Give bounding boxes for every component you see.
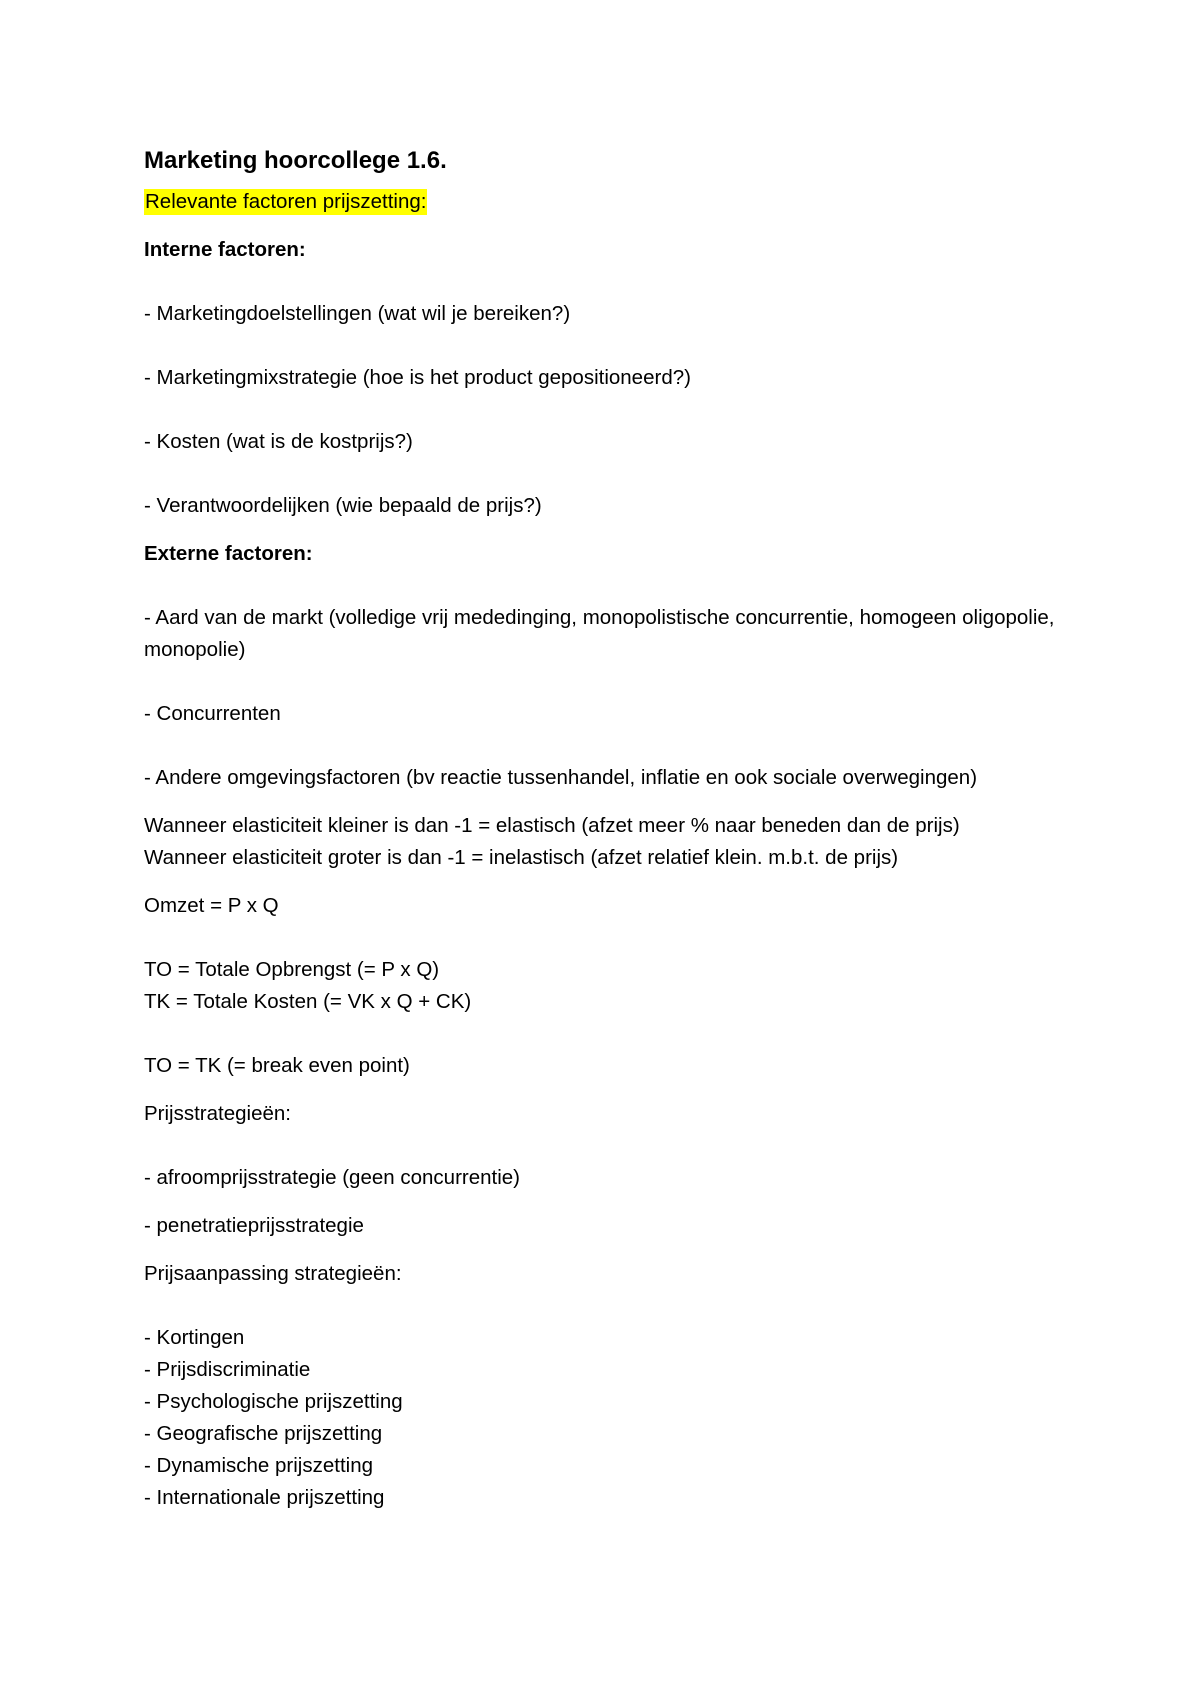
section-heading-relevante-factoren bbox=[144, 186, 1074, 218]
spacer bbox=[144, 874, 1074, 890]
list-item-aanpassing: - Dynamische prijszetting bbox=[144, 1454, 373, 1477]
spacer bbox=[144, 1290, 1074, 1322]
list-item-externe: - Andere omgevingsfactoren (bv reactie tussenhandel, inflatie en ook sociale overwegingen) bbox=[144, 766, 978, 789]
break-even-formula: TO = TK (= break even point) bbox=[144, 1054, 410, 1077]
spacer bbox=[144, 522, 1074, 538]
formula-line: TK = Totale Kosten (= VK x Q + CK) bbox=[144, 990, 472, 1013]
list-item-interne: - Marketingdoelstellingen (wat wil je bereiken?) bbox=[144, 302, 571, 325]
spacer bbox=[144, 394, 1074, 426]
list-item-interne: - Marketingmixstrategie (hoe is het product gepositioneerd?) bbox=[144, 366, 691, 389]
list-item-prijsstrategie: - afroomprijsstrategie (geen concurrentie) bbox=[144, 1166, 520, 1189]
list-item-interne: - Verantwoordelijken (wie bepaald de prijs?) bbox=[144, 494, 542, 517]
spacer bbox=[144, 1130, 1074, 1162]
spacer bbox=[144, 458, 1074, 490]
list-item-aanpassing: - Prijsdiscriminatie bbox=[144, 1358, 311, 1381]
list-item-externe: - Concurrenten bbox=[144, 702, 281, 725]
list-item-aanpassing: - Kortingen bbox=[144, 1326, 245, 1349]
highlighted-heading: Relevante factoren prijszetting: bbox=[145, 190, 427, 213]
spacer bbox=[144, 730, 1074, 762]
spacer bbox=[144, 570, 1074, 602]
list-item-aanpassing: - Internationale prijszetting bbox=[144, 1486, 385, 1509]
list-item-aanpassing: - Geografische prijszetting bbox=[144, 1422, 383, 1445]
list-item-prijsstrategie: - penetratieprijsstrategie bbox=[144, 1214, 364, 1237]
spacer bbox=[144, 666, 1074, 698]
heading-interne-factoren: Interne factoren: bbox=[144, 238, 306, 261]
list-item-externe: - Aard van de markt (volledige vrij mededinging, monopolistische concurrentie, homogeen oligopolie, monopolie) bbox=[144, 606, 1055, 661]
document-body bbox=[144, 146, 1074, 1514]
spacer bbox=[144, 1082, 1074, 1098]
spacer bbox=[144, 794, 1074, 810]
list-item-aanpassing: - Psychologische prijszetting bbox=[144, 1390, 403, 1413]
spacer bbox=[144, 922, 1074, 954]
omzet-formula: Omzet = P x Q bbox=[144, 894, 279, 917]
heading-prijsstrategieen: Prijsstrategieën: bbox=[144, 1102, 291, 1125]
formula-line: TO = Totale Opbrengst (= P x Q) bbox=[144, 958, 440, 981]
heading-externe-factoren: Externe factoren: bbox=[144, 542, 313, 565]
page-title: Marketing hoorcollege 1.6. bbox=[144, 147, 447, 174]
spacer bbox=[144, 1242, 1074, 1258]
spacer bbox=[144, 218, 1074, 234]
elasticiteit-line: Wanneer elasticiteit groter is dan -1 = inelastisch (afzet relatief klein. m.b.t. de prijs) bbox=[144, 846, 899, 869]
spacer bbox=[144, 1194, 1074, 1210]
elasticiteit-line: Wanneer elasticiteit kleiner is dan -1 = elastisch (afzet meer % naar beneden dan de prijs) bbox=[144, 814, 960, 837]
spacer bbox=[144, 330, 1074, 362]
spacer bbox=[144, 1018, 1074, 1050]
list-item-interne: - Kosten (wat is de kostprijs?) bbox=[144, 430, 413, 453]
spacer bbox=[144, 266, 1074, 298]
heading-prijsaanpassing: Prijsaanpassing strategieën: bbox=[144, 1262, 402, 1285]
